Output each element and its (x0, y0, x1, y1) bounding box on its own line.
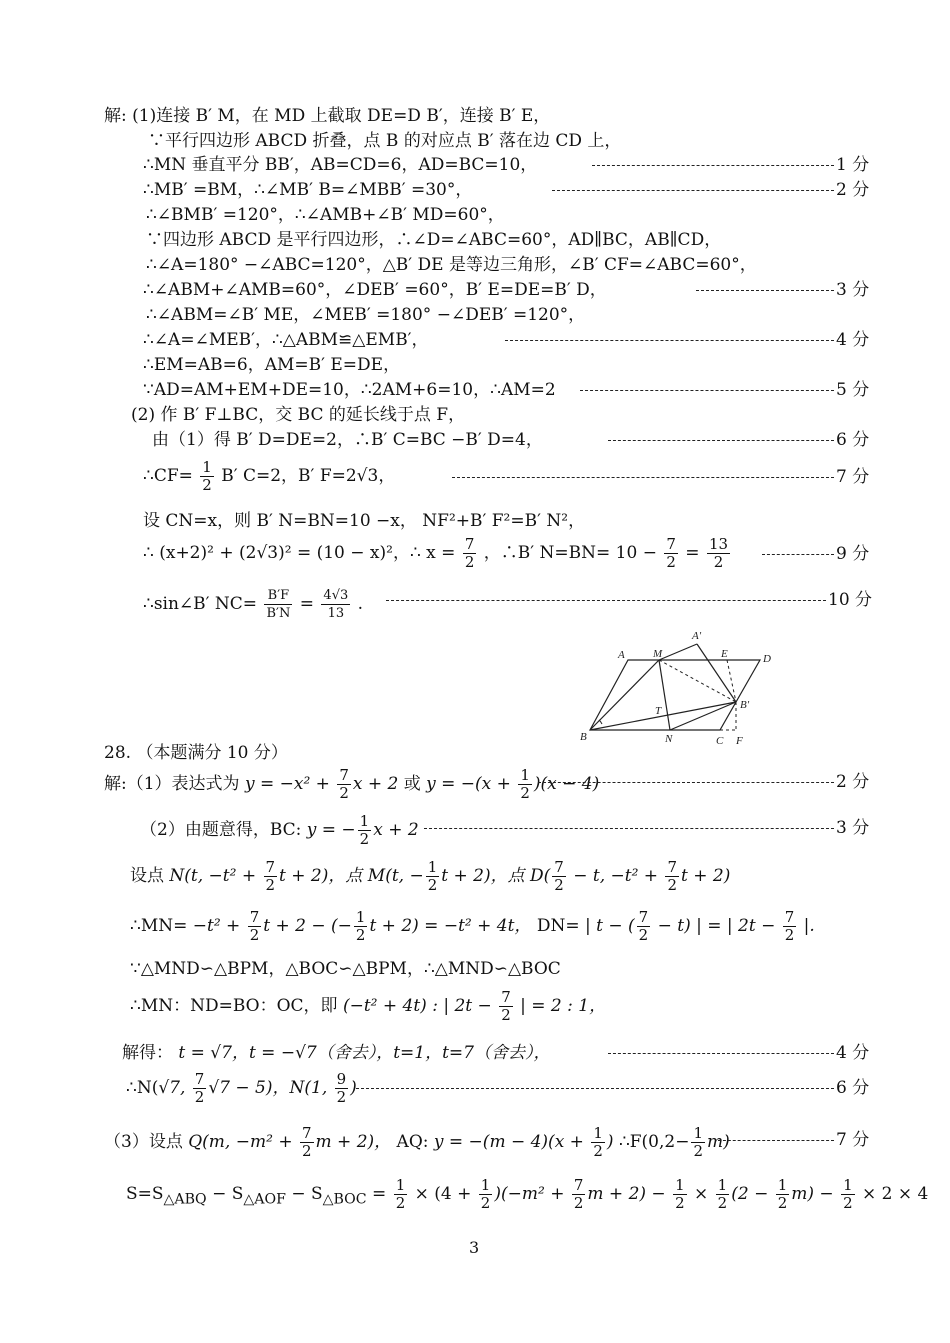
frac-den: 2 (480, 1194, 491, 1212)
fraction-seven-half (499, 989, 513, 1024)
sol-line-18: ∴sin∠B′ NC= $\frac{B'F}{B'N}$ = $\frac{4√3}{13}$ . (143, 588, 364, 621)
frac-den: 13 (327, 606, 345, 621)
label-e: E (721, 648, 728, 660)
expr: Q(m, −m² + (188, 1132, 298, 1152)
score-mark: 2 分 (836, 772, 870, 792)
frac-den: 2 (265, 876, 276, 894)
dash-leader (505, 340, 834, 341)
frac-num: 13 (708, 535, 729, 553)
q28-line-1 (104, 764, 599, 804)
fraction-seven-half (300, 1125, 314, 1160)
sub: △ABQ (163, 1191, 207, 1208)
dash-leader (762, 554, 834, 555)
frac-den: 2 (464, 553, 475, 571)
frac-num: 7 (301, 1124, 312, 1142)
fraction-seven-half (665, 859, 679, 894)
frac-den: 2 (249, 926, 260, 944)
label-a-prime: A′ (692, 630, 702, 642)
expr: − S (285, 1184, 323, 1204)
fraction-seven-half (264, 859, 278, 894)
text: ∴MN：ND=BO：OC，即 (130, 996, 338, 1016)
q28-line-5: ∵△MND∽△BPM，△BOC∽△BPM，∴△MND∽△BOC (130, 959, 561, 979)
fraction-half (776, 1177, 790, 1212)
expr: t = √7，t = −√7（舍去），t=1，t=7（舍去）， (178, 1043, 551, 1063)
fraction-seven-half (552, 859, 566, 894)
label-n: N (665, 733, 673, 745)
frac-den: 2 (336, 1088, 347, 1106)
text: DN= (536, 916, 580, 936)
fraction-half (591, 1125, 605, 1160)
frac-den: 2 (339, 784, 349, 802)
sol-line-12: ∵AD=AM+EM+DE=10，∴2AM+6=10，∴AM=2 (143, 380, 556, 400)
expr: | t − ( (584, 916, 635, 936)
fraction-seven-half (193, 1071, 207, 1106)
sol-line-6: ∵四边形 ABCD 是平行四边形，∴∠D=∠ABC=60°，AD∥BC，AB∥CD， (146, 230, 722, 250)
frac-den: 2 (593, 1142, 603, 1160)
sol-line-3: ∴MN 垂直平分 BB′，AB=CD=6，AD=BC=10， (143, 155, 538, 175)
sol-line-1: 解: (1)连接 B′ M，在 MD 上截取 DE=D B′，连接 B′ E， (104, 106, 551, 126)
expr: y = − (306, 820, 356, 840)
dash-leader (452, 477, 834, 478)
segment-nb-prime (670, 702, 736, 730)
q28-line-10 (126, 1174, 928, 1219)
expr: | = 2 : 1， (514, 996, 607, 1016)
expr: × (688, 1184, 714, 1204)
expr: N(t, −t² + (169, 866, 262, 886)
q28-line-3 (130, 856, 730, 896)
frac-num: 1 (520, 766, 530, 784)
frac-den: 2 (784, 926, 795, 944)
dash-leader (718, 1140, 834, 1141)
segment-ma-prime (659, 644, 697, 660)
expr: (−t² + 4t) : | 2t − (342, 996, 498, 1016)
sub: △BOC (322, 1191, 367, 1208)
parallelogram-abcd (590, 660, 760, 730)
fraction-half (673, 1177, 687, 1212)
label-m: M (653, 648, 663, 660)
frac-num: 7 (249, 908, 260, 926)
expr: × (4 + (409, 1184, 477, 1204)
score-mark: 4 分 (836, 330, 870, 350)
text: S=S (126, 1184, 164, 1204)
fraction-seven-half (463, 536, 477, 571)
sol-line-13: (2) 作 B′ F⊥BC，交 BC 的延长线于点 F， (131, 405, 466, 425)
frac-num: 1 (777, 1176, 788, 1194)
dash-leader (608, 1053, 834, 1054)
score-mark: 3 分 (836, 818, 870, 838)
q28-line-7 (122, 1041, 551, 1065)
text: 解得： (122, 1043, 173, 1063)
frac-den: 2 (693, 1142, 704, 1160)
expr: − t, −t² + (567, 866, 664, 886)
frac-den: 2 (554, 876, 564, 894)
fraction-half (394, 1177, 408, 1212)
fraction-seven-half (248, 909, 262, 944)
cf-prefix: ∴CF= (143, 466, 193, 486)
frac-den: 2 (501, 1006, 511, 1024)
frac-num: 1 (202, 458, 212, 476)
text: （2）由题意得，BC: (140, 820, 302, 840)
sub: △AOF (243, 1191, 286, 1208)
frac-den: 2 (666, 553, 676, 571)
parallelogram-figure (580, 628, 790, 750)
cf-suffix: B′ C=2，B′ F=2√3， (221, 466, 396, 486)
frac-den: 2 (202, 476, 212, 494)
fraction-seven-half (664, 536, 678, 571)
expr: −t² + (192, 916, 246, 936)
sol-line-2: ∵平行四边形 ABCD 折叠，点 B 的对应点 B′ 落在边 CD 上， (148, 131, 622, 151)
frac-num: 7 (784, 908, 795, 926)
expr: t + 2 − (− (263, 916, 352, 936)
score-mark: 7 分 (836, 1130, 870, 1150)
expr: |. (798, 916, 815, 936)
text: 设点 (130, 866, 164, 886)
frac-den: 2 (638, 926, 649, 944)
expr: m + 2) − (587, 1184, 672, 1204)
frac-den: 2 (717, 1194, 728, 1212)
q28-line-2 (140, 810, 419, 850)
frac-den: 2 (675, 1194, 685, 1212)
fraction-half (426, 859, 440, 894)
fraction-half (200, 459, 214, 494)
expr: m) − (791, 1184, 840, 1204)
fraction-sin-left (264, 587, 292, 622)
dash-leader (538, 782, 834, 783)
label-b: B (580, 731, 587, 743)
segment-bm (590, 660, 659, 730)
score-mark: 7 分 (836, 467, 870, 487)
frac-den: 2 (355, 926, 366, 944)
score-mark: 3 分 (836, 280, 870, 300)
expr: ) (350, 1078, 357, 1098)
q28-line-8 (126, 1068, 357, 1108)
fraction-half (354, 909, 368, 944)
text: ∴F(0,2− (618, 1132, 690, 1152)
frac-num: B′F (264, 587, 292, 605)
frac-num: 7 (339, 766, 349, 784)
expr: t + 2) = −t² + 4t， (369, 916, 532, 936)
dash-leader (552, 190, 834, 191)
text: AQ: (396, 1132, 429, 1152)
expr: (2 − (731, 1184, 774, 1204)
sol-line-16: 设 CN=x，则 B′ N=BN=10 −x， NF²+B′ F²=B′ N²， (143, 511, 586, 531)
frac-num: 7 (265, 858, 276, 876)
frac-num: 7 (464, 535, 475, 553)
expr: y = −(m − 4)(x + (433, 1132, 590, 1152)
frac-den: 2 (667, 876, 677, 894)
frac-num: 7 (638, 908, 649, 926)
expr: x + 2 (373, 820, 419, 840)
segment-mb-prime (659, 660, 736, 702)
frac-num: 7 (666, 535, 676, 553)
frac-num: 9 (336, 1070, 347, 1088)
sol-line-10: ∴∠A=∠MEB′，∴△ABM≌△EMB′， (143, 330, 429, 350)
fraction-half (358, 813, 372, 848)
frac-num: 1 (359, 812, 370, 830)
score-mark: 6 分 (836, 1078, 870, 1098)
page-number: 3 (469, 1238, 480, 1257)
fraction-half (841, 1177, 855, 1212)
fraction-thirteen-half (707, 536, 730, 571)
expr: − S (206, 1184, 244, 1204)
expr: × 2 × 4 (856, 1184, 929, 1204)
expr: m) (707, 1132, 730, 1152)
dash-leader (356, 1088, 834, 1089)
fraction-seven-half (572, 1177, 586, 1212)
frac-den: 2 (395, 1194, 406, 1212)
dash-leader (592, 165, 834, 166)
expr: y = −x² + (244, 774, 336, 794)
frac-num: 1 (717, 1176, 728, 1194)
expr: √7 − 5)，N(1, (208, 1078, 333, 1098)
expr: ) (606, 1132, 614, 1152)
sol-line-8: ∴∠ABM+∠AMB=60°，∠DEB′ =60°，B′ E=DE=B′ D， (143, 280, 607, 300)
sol-line-14: 由（1）得 B′ D=DE=2，∴B′ C=BC −B′ D=4， (152, 430, 543, 450)
frac-den: 2 (359, 830, 370, 848)
frac-den: 2 (713, 553, 724, 571)
frac-den: 2 (573, 1194, 584, 1212)
dash-leader (696, 290, 834, 291)
fraction-sin-right (321, 587, 350, 622)
fraction-nine-half (335, 1071, 349, 1106)
q28-line-6 (130, 986, 606, 1026)
fraction-seven-half (337, 767, 351, 802)
segment-mn (659, 660, 670, 730)
frac-den: B′N (266, 606, 291, 621)
frac-den: 2 (427, 876, 438, 894)
expr: y = −(x + (426, 774, 517, 794)
expr: x + 2 (352, 774, 399, 794)
frac-den: 2 (520, 784, 530, 802)
label-c: C (716, 735, 724, 747)
label-d: D (763, 653, 771, 665)
fraction-half (716, 1177, 730, 1212)
frac-den: 2 (843, 1194, 853, 1212)
expr: )(−m² + (494, 1184, 570, 1204)
frac-num: 1 (843, 1176, 853, 1194)
text: 解:（1）表达式为 (104, 774, 240, 794)
sol-line-9: ∴∠ABM=∠B′ ME，∠MEB′ =180° −∠DEB′ =120°， (146, 305, 586, 325)
score-mark: 10 分 (828, 590, 873, 610)
sin-prefix: ∴sin∠B′ NC= (143, 594, 263, 614)
fraction-seven-half (783, 909, 797, 944)
dash-leader (580, 390, 834, 391)
fraction-half (518, 767, 532, 802)
q28-line-4 (130, 906, 815, 946)
fraction-half (479, 1177, 493, 1212)
expr: )(x − 4) (533, 774, 600, 794)
score-mark: 1 分 (836, 155, 870, 175)
sol-line-17: ∴ (x+2)² + (2√3)² = (10 − x)²，∴ x = $\frac{7}{2}$ ，∴B′ N=BN= 10 − $\frac{7}{2}$ = $\frac{13}{2}$ (143, 535, 729, 571)
angle-arc (599, 720, 602, 724)
expr: = (366, 1184, 392, 1204)
frac-den: 2 (301, 1142, 312, 1160)
expr: √7, (158, 1078, 191, 1098)
expr: t + 2)，点 D( (441, 866, 551, 886)
frac-den: 2 (777, 1194, 788, 1212)
expr: m + 2)， (315, 1132, 392, 1152)
dash-leader (608, 440, 834, 441)
label-f: F (736, 735, 743, 747)
q28-title: 28. （本题满分 10 分） (104, 743, 288, 763)
label-b-prime: B′ (740, 699, 750, 711)
frac-num: 1 (693, 1124, 704, 1142)
eq-part: ，∴B′ N=BN= 10 − (483, 543, 663, 563)
segment-bb-prime (590, 702, 736, 730)
score-mark: 4 分 (836, 1043, 870, 1063)
frac-num: 1 (427, 858, 438, 876)
frac-num: 4√3 (323, 588, 349, 603)
dash-leader (424, 828, 834, 829)
dash-leader (386, 600, 826, 601)
score-mark: 5 分 (836, 380, 870, 400)
frac-num: 1 (480, 1176, 491, 1194)
frac-num: 1 (593, 1124, 603, 1142)
expr: − t) | = | 2t − (652, 916, 781, 936)
frac-num: 7 (194, 1070, 205, 1088)
fraction-half (691, 1125, 705, 1160)
q28-line-9 (104, 1122, 730, 1162)
frac-num: 7 (667, 858, 677, 876)
expr: t + 2)，点 M(t, − (279, 866, 424, 886)
sol-line-5: ∴∠BMB′ =120°，∴∠AMB+∠B′ MD=60°， (146, 205, 505, 225)
sol-line-7: ∴∠A=180° −∠ABC=120°，△B′ DE 是等边三角形，∠B′ CF=∠ABC=60°， (146, 255, 757, 275)
frac-num: 7 (554, 858, 564, 876)
sol-line-11: ∴EM=AB=6，AM=B′ E=DE， (143, 355, 401, 375)
label-t: T (655, 705, 662, 717)
text: （3）设点 (104, 1132, 183, 1152)
score-mark: 2 分 (836, 180, 870, 200)
score-mark: 9 分 (836, 544, 870, 564)
frac-num: 1 (355, 908, 366, 926)
score-mark: 6 分 (836, 430, 870, 450)
frac-num: 1 (395, 1176, 406, 1194)
sol-line-15 (143, 456, 395, 496)
sol-line-4: ∴MB′ =BM，∴∠MB′ B=∠MBB′ =30°， (143, 180, 473, 200)
eq-part: ∴ (x+2)² + (2√3)² = (10 − x)²，∴ x = (143, 543, 461, 563)
text: 或 (403, 774, 421, 794)
frac-num: 7 (501, 988, 511, 1006)
text: ∴N( (126, 1078, 159, 1098)
expr: t + 2) (681, 866, 731, 886)
frac-num: 7 (573, 1176, 584, 1194)
fraction-seven-half (637, 909, 651, 944)
frac-num: 1 (675, 1176, 685, 1194)
frac-den: 2 (194, 1088, 205, 1106)
text: ∴MN= (130, 916, 188, 936)
label-a: A (618, 649, 625, 661)
